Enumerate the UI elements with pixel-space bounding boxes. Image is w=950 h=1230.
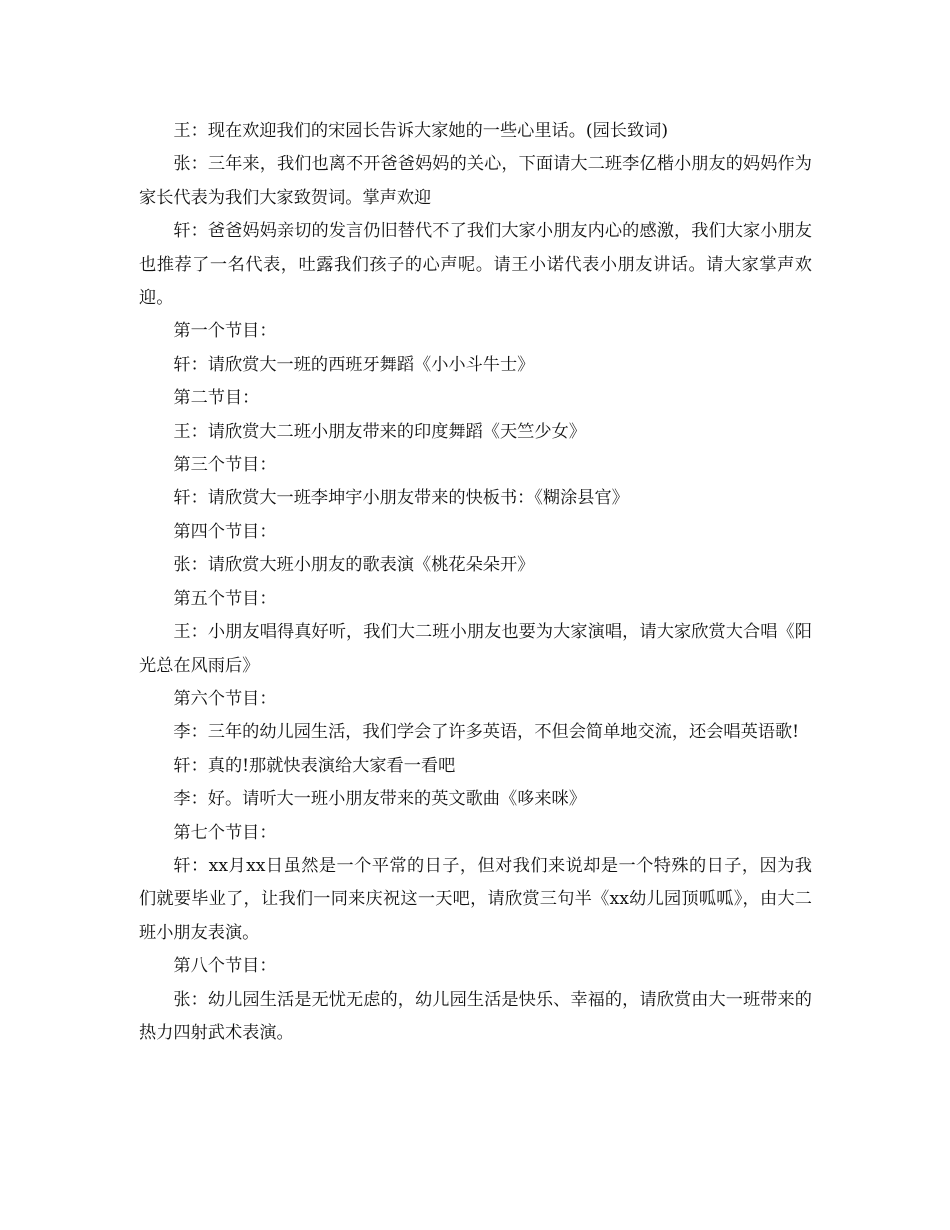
program-2-intro: 王：请欣赏大二班小朋友带来的印度舞蹈《天竺少女》 [173, 421, 586, 442]
program-heading-7: 第七个节目： [173, 822, 277, 843]
program-7-intro: 轩：xx月xx日虽然是一个平常的日子，但对我们来说却是一个特殊的日子，因为我们就要毕业了，让我们一同来庆祝这一天吧，请欣赏三句半《xx幼儿园顶呱呱》，由大二班小朋友表演。 [139, 855, 812, 943]
paragraph-child-representative: 轩：爸爸妈妈亲切的发言仍旧替代不了我们大家小朋友内心的感激，我们大家小朋友也推荐了一名代表，吐露我们孩子的心声呢。请王小诺代表小朋友讲话。请大家掌声欢迎。 [139, 221, 812, 309]
program-heading-8: 第八个节目： [173, 956, 277, 977]
program-6-song: 李：好。请听大一班小朋友带来的英文歌曲《哆来咪》 [173, 789, 586, 810]
document-body [139, 115, 812, 1050]
program-5-intro: 王：小朋友唱得真好听，我们大二班小朋友也要为大家演唱，请大家欣赏大合唱《阳光总在风雨后》 [139, 622, 812, 676]
program-1-intro: 轩：请欣赏大一班的西班牙舞蹈《小小斗牛士》 [173, 354, 535, 375]
program-heading-2: 第二节目： [173, 388, 260, 409]
paragraph-parent-speech: 张：三年来，我们也离不开爸爸妈妈的关心，下面请大二班李亿楷小朋友的妈妈作为家长代表为我们大家致贺词。掌声欢迎 [139, 154, 812, 208]
program-6-reply: 轩：真的!那就快表演给大家看一看吧 [173, 755, 456, 776]
program-heading-3: 第三个节目： [173, 455, 277, 476]
program-3-intro: 轩：请欣赏大一班李坤宇小朋友带来的快板书：《糊涂县官》 [173, 488, 629, 509]
program-heading-6: 第六个节目： [173, 688, 277, 709]
program-6-intro: 李：三年的幼儿园生活，我们学会了许多英语，不但会简单地交流，还会唱英语歌! [173, 722, 800, 743]
program-4-intro: 张：请欣赏大班小朋友的歌表演《桃花朵朵开》 [173, 555, 535, 576]
program-heading-5: 第五个节目： [173, 588, 277, 609]
program-heading-4: 第四个节目： [173, 521, 277, 542]
paragraph-dean-speech: 王：现在欢迎我们的宋园长告诉大家她的一些心里话。(园长致词) [173, 121, 669, 141]
program-heading-1: 第一个节目： [173, 321, 277, 342]
program-8-intro: 张：幼儿园生活是无忧无虑的，幼儿园生活是快乐、幸福的，请欣赏由大一班带来的热力四射武术表演。 [139, 989, 812, 1043]
